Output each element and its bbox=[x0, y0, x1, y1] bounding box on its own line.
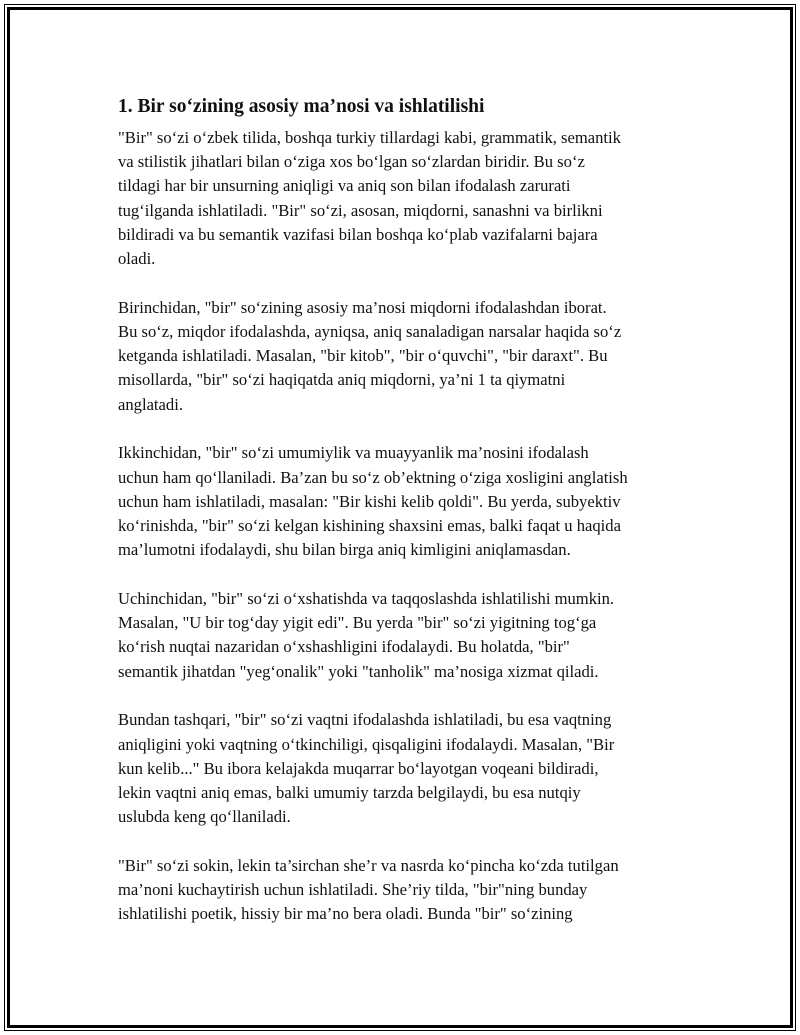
paragraph-line: oladi. bbox=[118, 249, 156, 269]
paragraph-line: tildagi har bir unsurning aniqligi va aniq son bilan ifodalash zarurati bbox=[118, 176, 571, 196]
paragraph-5 bbox=[118, 708, 688, 829]
paragraph-line: anglatadi. bbox=[118, 394, 183, 414]
paragraph-line: ketganda ishlatiladi. Masalan, "bir kitob", "bir o‘quvchi", "bir daraxt". Bu bbox=[118, 346, 608, 366]
paragraph-line: ma’noni kuchaytirish uchun ishlatiladi. She’riy tilda, "bir"ning bunday bbox=[118, 880, 588, 900]
paragraph-line: uchun ham qo‘llaniladi. Ba’zan bu so‘z ob’ektning o‘ziga xosligini anglatish bbox=[118, 467, 628, 487]
paragraph-4 bbox=[118, 587, 688, 684]
paragraph-line: Bundan tashqari, "bir" so‘zi vaqtni ifodalashda ishlatiladi, bu esa vaqtning bbox=[118, 710, 612, 730]
paragraph-line: "Bir" so‘zi o‘zbek tilida, boshqa turkiy tillardagi kabi, grammatik, semantik bbox=[118, 128, 621, 147]
paragraph-line: Ikkinchidan, "bir" so‘zi umumiylik va muayyanlik ma’nosini ifodalash bbox=[118, 443, 589, 463]
paragraph-line: aniqligini yoki vaqtning o‘tkinchiligi, qisqaligini ifodalaydi. Masalan, "Bir bbox=[118, 734, 615, 754]
paragraph-line: "Bir" so‘zi sokin, lekin ta’sirchan she’r va nasrda ko‘pincha ko‘zda tutilgan bbox=[118, 856, 619, 876]
paragraph-line: ishlatilishi poetik, hissiy bir ma’no bera oladi. Bunda "bir" so‘zining bbox=[118, 904, 573, 924]
paragraph-line: uchun ham ishlatiladi, masalan: "Bir kishi kelib qoldi". Bu yerda, subyektiv bbox=[118, 491, 621, 511]
paragraph-line: Bu so‘z, miqdor ifodalashda, ayniqsa, aniq sanaladigan narsalar haqida so‘z bbox=[118, 322, 622, 342]
paragraph-2 bbox=[118, 296, 688, 417]
paragraph-3 bbox=[118, 441, 688, 562]
paragraph-line: Masalan, "U bir tog‘day yigit edi". Bu yerda "bir" so‘zi yigitning tog‘ga bbox=[118, 613, 597, 633]
paragraph-line: va stilistik jihatlari bilan o‘ziga xos bo‘lgan so‘zlardan biridir. Bu so‘z bbox=[118, 152, 585, 172]
paragraph-line: kun kelib..." Bu ibora kelajakda muqarrar bo‘layotgan voqeani bildiradi, bbox=[118, 758, 599, 778]
paragraph-line: Uchinchidan, "bir" so‘zi o‘xshatishda va taqqoslashda ishlatilishi mumkin. bbox=[118, 589, 615, 609]
paragraph-line: ko‘rish nuqtai nazaridan o‘xshashligini ifodalaydi. Bu holatda, "bir" bbox=[118, 637, 570, 657]
paragraph-line: ma’lumotni ifodalaydi, shu bilan birga aniq kimligini aniqlamasdan. bbox=[118, 540, 571, 560]
paragraph-6 bbox=[118, 854, 688, 927]
paragraph-line: uslubda keng qo‘llaniladi. bbox=[118, 807, 291, 827]
paragraph-line: lekin vaqtni aniq emas, balki umumiy tarzda belgilaydi, bu esa nutqiy bbox=[118, 783, 581, 803]
paragraph-line: semantik jihatdan "yeg‘onalik" yoki "tanholik" ma’nosiga xizmat qiladi. bbox=[118, 661, 599, 681]
paragraph-1 bbox=[118, 126, 688, 271]
section-heading: 1. Bir so‘zining asosiy ma’nosi va ishlatilishi bbox=[118, 96, 485, 117]
paragraph-line: Birinchidan, "bir" so‘zining asosiy ma’nosi miqdorni ifodalashdan iborat. bbox=[118, 297, 607, 317]
paragraph-line: ko‘rinishda, "bir" so‘zi kelgan kishining shaxsini emas, balki faqat u haqida bbox=[118, 516, 621, 536]
paragraph-line: tug‘ilganda ishlatiladi. "Bir" so‘zi, asosan, miqdorni, sanashni va birlikni bbox=[118, 200, 603, 220]
paragraph-line: bildiradi va bu semantik vazifasi bilan boshqa ko‘plab vazifalarni bajara bbox=[118, 224, 598, 244]
paragraph-line: misollarda, "bir" so‘zi haqiqatda aniq miqdorni, ya’ni 1 ta qiymatni bbox=[118, 370, 566, 390]
document-body bbox=[118, 93, 688, 951]
